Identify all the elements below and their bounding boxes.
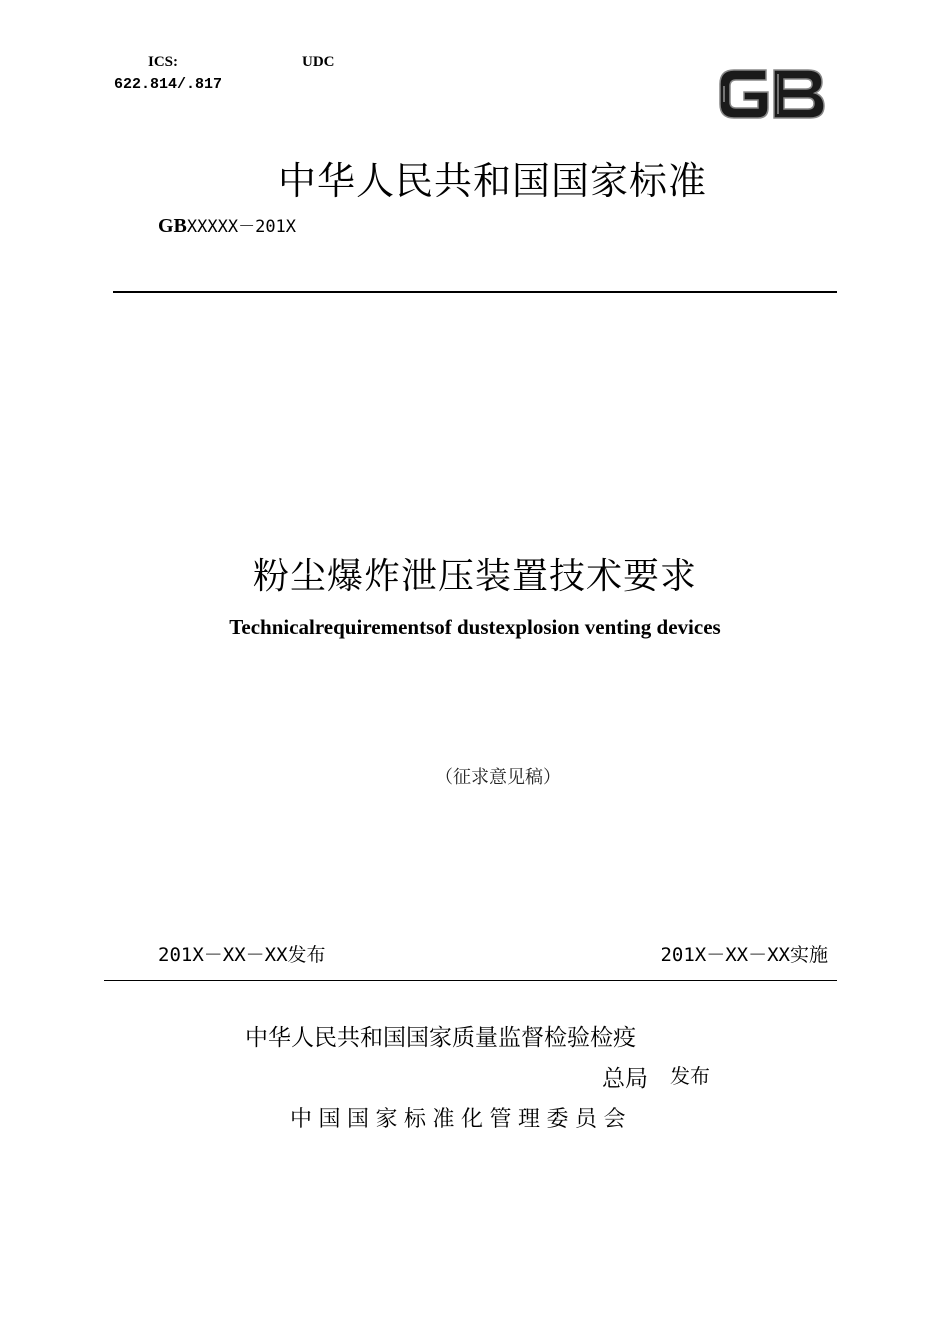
implement-date-label: 实施 [789, 944, 828, 966]
header-divider [113, 291, 837, 293]
gb-logo-icon [714, 60, 830, 126]
standard-number-prefix: GB [158, 215, 187, 237]
udc-label: UDC [302, 54, 335, 70]
footer-divider [104, 980, 837, 981]
document-title-cn: 粉尘爆炸泄压装置技术要求 [252, 556, 697, 597]
implement-date [660, 940, 828, 967]
implement-date-value: 201X－XX－XX [660, 944, 790, 966]
publish-date-label: 发布 [287, 944, 326, 966]
publish-date-value: 201X－XX－XX [158, 944, 288, 966]
issue-label: 发布 [670, 1064, 710, 1088]
standard-number [158, 212, 296, 238]
ics-code: 622.814/.817 [114, 76, 223, 93]
issuer-aqsiq-continued: 总局 [602, 1066, 648, 1092]
ics-label: ICS: [148, 54, 179, 70]
document-title-en: Technicalrequirementsof dustexplosion venting devices [229, 615, 721, 639]
standard-number-value: XXXXX－201X [186, 217, 297, 237]
draft-note: （征求意见稿） [435, 767, 561, 788]
publish-date [158, 940, 326, 967]
issuer-aqsiq: 中华人民共和国国家质量监督检验检疫 [245, 1025, 636, 1051]
issuer-sac: 中国国家标准化管理委员会 [290, 1107, 633, 1132]
national-standard-title: 中华人民共和国国家标准 [277, 159, 707, 203]
